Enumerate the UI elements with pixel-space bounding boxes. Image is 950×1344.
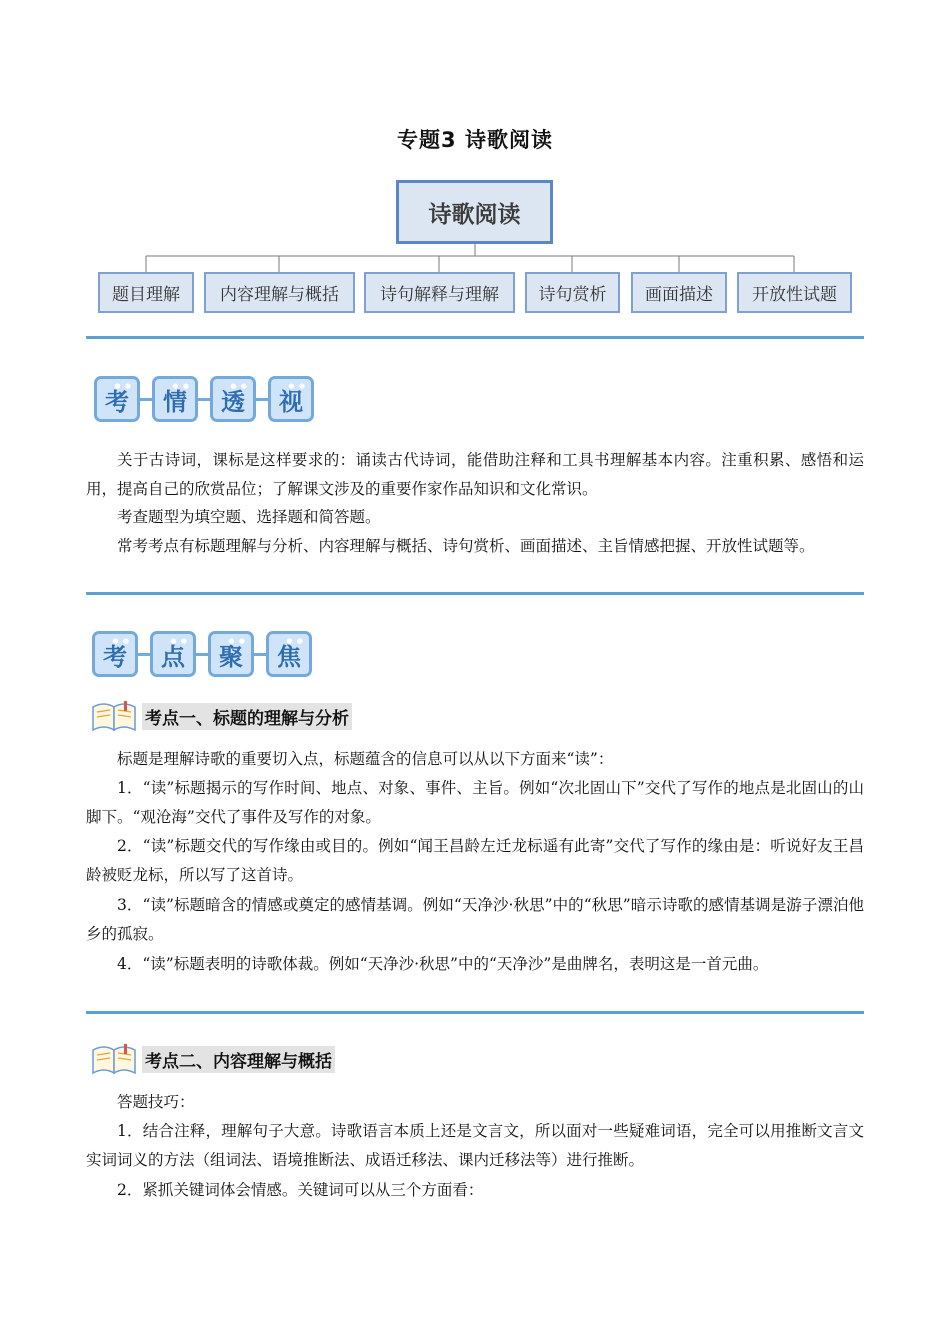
banner-link: [198, 398, 210, 401]
mindmap-node-line-appreciation: 诗句赏析: [525, 272, 620, 313]
banner-link: [140, 398, 152, 401]
banner-tile: 透 ● ●: [210, 376, 256, 422]
section-2-intro: 答题技巧：: [117, 1093, 195, 1111]
section-1-heading: [90, 699, 352, 733]
mindmap-node-title-understanding: 题目理解: [98, 272, 194, 313]
banner-link: [138, 653, 150, 656]
section-1-title: 考点一、标题的理解与分析: [142, 703, 352, 730]
banner-tile: 视 ● ●: [268, 376, 314, 422]
banner-tile: 点 ● ●: [150, 631, 196, 677]
banner-link: [254, 653, 266, 656]
open-book-icon: [90, 1042, 138, 1076]
mindmap-node-line-interpretation: 诗句解释与理解: [364, 272, 515, 313]
mindmap-node-open-questions: 开放性试题: [737, 272, 852, 313]
banner-exam-overview: [94, 376, 314, 422]
section-2-item-2: 2．紧抓关键词体会情感。关键词可以从三个方面看：: [117, 1181, 484, 1199]
section-1-item-4: 4．“读”标题表明的诗歌体裁。例如“天净沙·秋思”中的“天净沙”是曲牌名，表明这是一首元曲。: [117, 955, 769, 973]
banner-key-points: [92, 631, 312, 677]
banner-tile: 聚 ● ●: [208, 631, 254, 677]
overview-paragraph-3: 常考考点有标题理解与分析、内容理解与概括、诗句赏析、画面描述、主旨情感把握、开放性试题等。: [117, 537, 815, 555]
mindmap-node-scene-description: 画面描述: [631, 272, 727, 313]
section-divider: [86, 336, 864, 339]
banner-link: [256, 398, 268, 401]
section-divider: [86, 1011, 864, 1014]
section-1-item-2: 2．“读”标题交代的写作缘由或目的。例如“闻王昌龄左迁龙标遥有此寄”交代了写作的缘由是：听说好友王昌龄被贬龙标，所以写了这首诗。: [86, 837, 864, 884]
page-title: 专题3 诗歌阅读: [397, 128, 553, 152]
mindmap-root: 诗歌阅读: [396, 180, 553, 244]
overview-paragraph-2: 考查题型为填空题、选择题和简答题。: [117, 508, 381, 526]
overview-paragraph-1: 关于古诗词，课标是这样要求的：诵读古代诗词，能借助注释和工具书理解基本内容。注重积累、感悟和运用，提高自己的欣赏品位；了解课文涉及的重要作家作品知识和文化常识。: [86, 451, 864, 498]
banner-link: [196, 653, 208, 656]
banner-tile: 情 ● ●: [152, 376, 198, 422]
section-2-title: 考点二、内容理解与概括: [142, 1046, 335, 1073]
banner-tile: 考 ● ●: [94, 376, 140, 422]
section-2-heading: [90, 1042, 335, 1076]
banner-tile: 考 ● ●: [92, 631, 138, 677]
section-1-intro: 标题是理解诗歌的重要切入点，标题蕴含的信息可以从以下方面来“读”：: [117, 750, 614, 768]
banner-tile: 焦 ● ●: [266, 631, 312, 677]
open-book-icon: [90, 699, 138, 733]
section-1-item-3: 3．“读”标题暗含的情感或奠定的感情基调。例如“天净沙·秋思”中的“秋思”暗示诗歌的感情基调是游子漂泊他乡的孤寂。: [86, 896, 864, 943]
section-2-item-1: 1．结合注释，理解句子大意。诗歌语言本质上还是文言文，所以面对一些疑难词语，完全可以用推断文言文实词词义的方法（组词法、语境推断法、成语迁移法、课内迁移法等）进行推断。: [86, 1122, 864, 1169]
section-divider: [86, 592, 864, 595]
mindmap-node-content-summary: 内容理解与概括: [204, 272, 355, 313]
section-1-item-1: 1．“读”标题揭示的写作时间、地点、对象、事件、主旨。例如“次北固山下”交代了写作的地点是北固山的山脚下。“观沧海”交代了事件及写作的对象。: [86, 779, 864, 826]
